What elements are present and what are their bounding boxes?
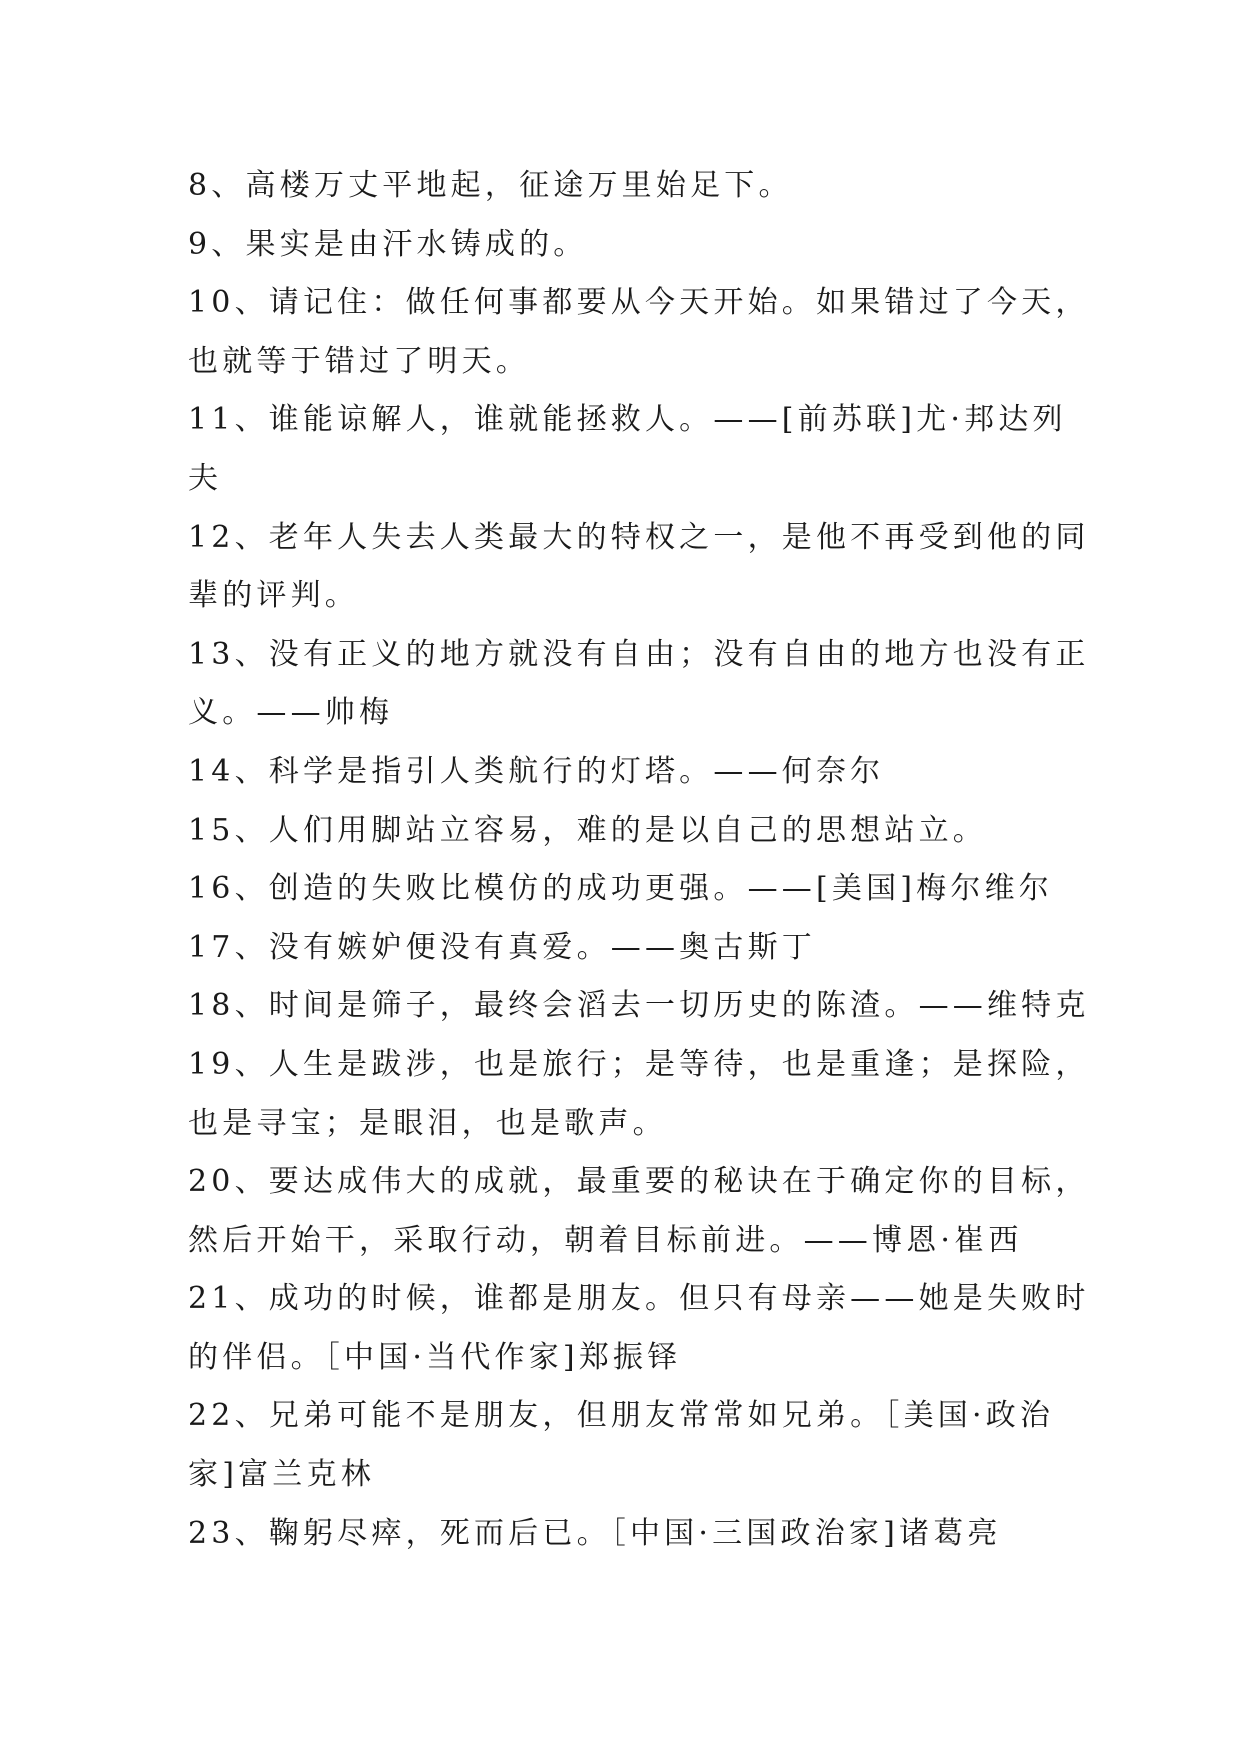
text-line: 23、鞠躬尽瘁，死而后已。［中国·三国政治家]诸葛亮 — [188, 1515, 1002, 1551]
text-line: 9、果实是由汗水铸成的。 — [188, 226, 588, 262]
text-line: 21、成功的时候，谁都是朋友。但只有母亲——她是失败时 — [188, 1281, 1090, 1317]
text-line: 20、要达成伟大的成就，最重要的秘诀在于确定你的目标， — [188, 1164, 1090, 1200]
text-line: 辈的评判。 — [188, 578, 359, 614]
text-line: 12、老年人失去人类最大的特权之一，是他不再受到他的同 — [188, 519, 1090, 555]
text-line: 也就等于错过了明天。 — [188, 343, 530, 379]
document-body — [188, 157, 1088, 1563]
text-line: 14、科学是指引人类航行的灯塔。——何奈尔 — [188, 753, 885, 789]
text-line: 10、请记住：做任何事都要从今天开始。如果错过了今天， — [188, 285, 1090, 321]
text-line: 的伴侣。［中国·当代作家]郑振铎 — [188, 1339, 682, 1375]
text-line: 也是寻宝；是眼泪，也是歌声。 — [188, 1105, 667, 1141]
text-line: 22、兄弟可能不是朋友，但朋友常常如兄弟。［美国·政治 — [188, 1398, 1055, 1434]
text-line: 18、时间是筛子，最终会滔去一切历史的陈渣。——维特克 — [188, 988, 1090, 1024]
text-line: 11、谁能谅解人，谁就能拯救人。——[前苏联]尤·邦达列 — [188, 402, 1067, 438]
text-line: 17、没有嫉妒便没有真爱。——奥古斯丁 — [188, 929, 816, 965]
text-line: 19、人生是跋涉，也是旅行；是等待，也是重逢；是探险， — [188, 1046, 1090, 1082]
text-line: 8、高楼万丈平地起，征途万里始足下。 — [188, 168, 793, 203]
text-line: 家]富兰克林 — [188, 1457, 375, 1493]
text-line: 15、人们用脚站立容易，难的是以自己的思想站立。 — [188, 812, 987, 848]
text-line: 义。——帅梅 — [188, 695, 394, 731]
text-line: 16、创造的失败比模仿的成功更强。——[美国]梅尔维尔 — [188, 871, 1053, 907]
text-line: 13、没有正义的地方就没有自由；没有自由的地方也没有正 — [188, 636, 1090, 672]
text-line: 夫 — [188, 460, 223, 496]
text-line: 然后开始干，采取行动，朝着目标前进。——博恩·崔西 — [188, 1222, 1023, 1258]
